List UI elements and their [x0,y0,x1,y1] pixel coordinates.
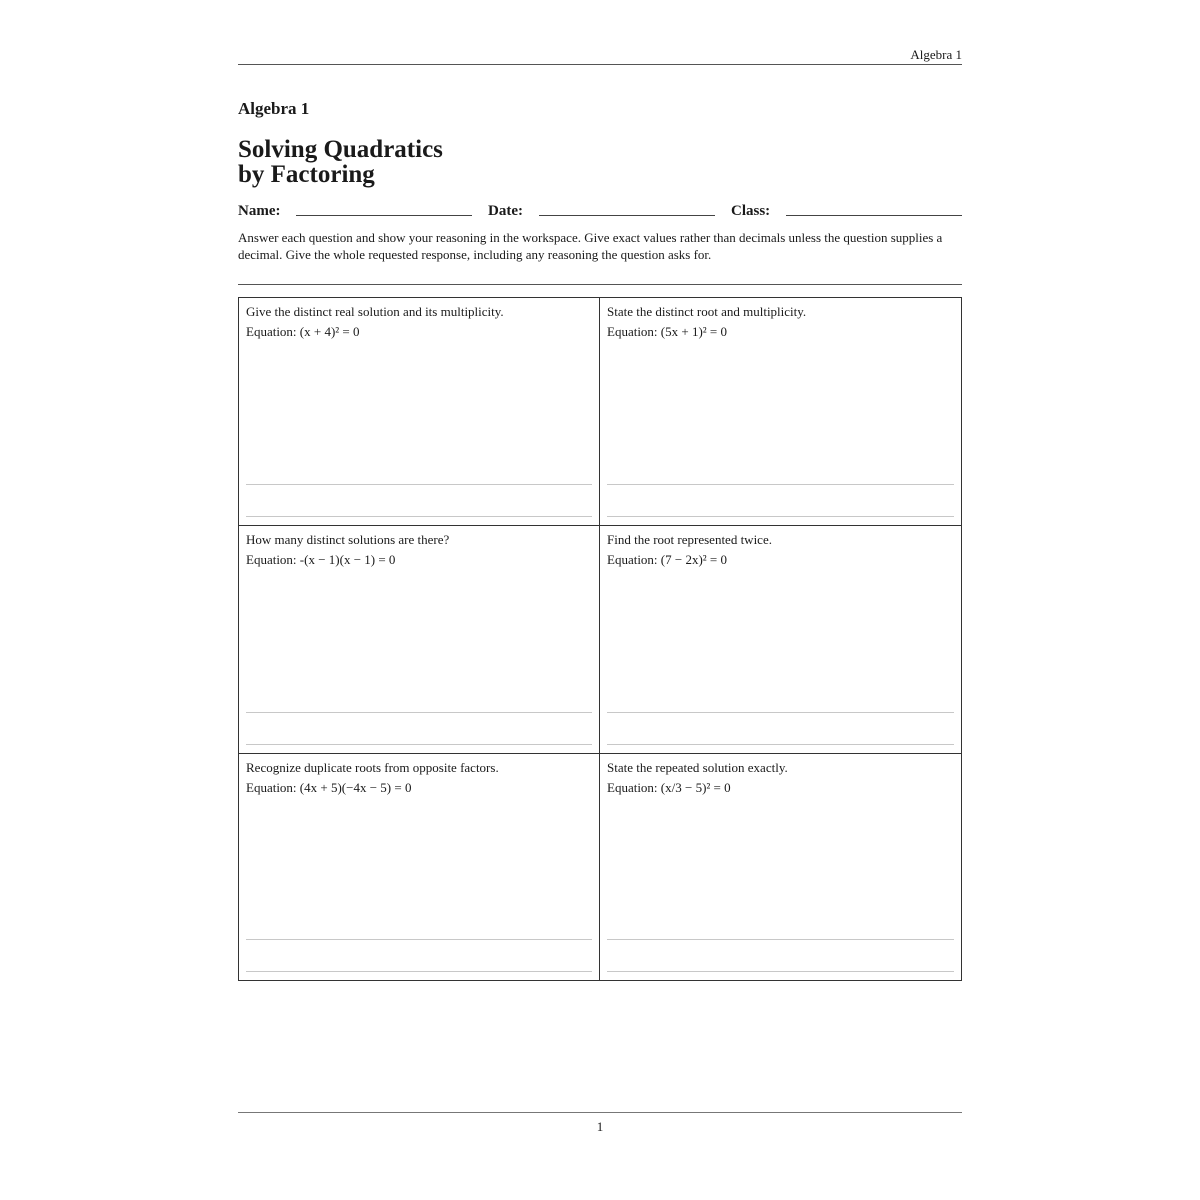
equation-label: Equation: [607,324,658,339]
question-box-2 [600,298,961,525]
question-equation [246,551,592,568]
equation-label: Equation: [607,552,658,568]
question-prompt: State the distinct root and multiplicity. [607,304,807,319]
equation-label: Equation: [246,324,297,339]
name-field[interactable] [296,215,472,216]
question-box-6 [600,753,961,980]
question-equation [246,779,592,796]
answer-line[interactable] [246,744,592,745]
section-divider [238,284,962,285]
equation-label: Equation: [246,552,297,568]
worksheet-title [238,137,443,187]
date-label: Date: [488,203,523,219]
question-prompt: How many distinct solutions are there? [246,532,450,548]
answer-line[interactable] [607,516,954,517]
answer-line[interactable] [246,939,592,940]
running-header: Algebra 1 [238,46,962,65]
answer-line[interactable] [607,712,954,713]
equation-expression: (x/3 − 5)² = 0 [660,779,731,795]
class-field[interactable] [786,215,962,216]
equation-expression: -(x − 1)(x − 1) = 0 [299,552,396,568]
class-label: Class: [731,203,771,219]
question-prompt: State the repeated solution exactly. [607,759,788,775]
question-equation [246,323,592,340]
footer-divider [238,1112,962,1113]
answer-line[interactable] [246,712,592,713]
answer-line[interactable] [246,516,592,517]
question-grid [238,297,962,981]
question-equation [607,323,954,340]
answer-line[interactable] [607,744,954,745]
answer-line[interactable] [607,971,954,972]
question-box-1 [239,298,600,525]
equation-label: Equation: [246,779,297,795]
question-equation [607,779,954,796]
equation-expression: (x + 4)² = 0 [299,324,360,339]
question-box-3 [239,525,600,752]
answer-line[interactable] [246,484,592,485]
equation-expression: (7 − 2x)² = 0 [660,552,728,568]
question-box-4 [600,525,961,752]
student-info-row [238,202,962,220]
title-line-2: by Factoring [238,161,375,188]
page-number: 1 [596,1119,604,1134]
equation-expression: (4x + 5)(−4x − 5) = 0 [299,779,412,795]
name-label: Name: [238,203,281,219]
question-box-5 [239,753,600,980]
question-prompt: Give the distinct real solution and its multiplicity. [246,304,504,319]
subject-heading: Algebra 1 [238,99,310,118]
answer-line[interactable] [607,939,954,940]
title-line-1: Solving Quadratics [238,136,443,163]
date-field[interactable] [539,215,715,216]
question-prompt: Recognize duplicate roots from opposite factors. [246,759,499,775]
answer-line[interactable] [607,484,954,485]
answer-line[interactable] [246,971,592,972]
question-equation [607,551,954,568]
equation-expression: (5x + 1)² = 0 [660,324,728,339]
equation-label: Equation: [607,779,658,795]
instructions: Answer each question and show your reasoning in the workspace. Give exact values rather than decimals unless the question supplies a decimal. Give the whole requested response, including any reasoning the question asks for. [238,230,943,262]
question-prompt: Find the root represented twice. [607,532,772,548]
